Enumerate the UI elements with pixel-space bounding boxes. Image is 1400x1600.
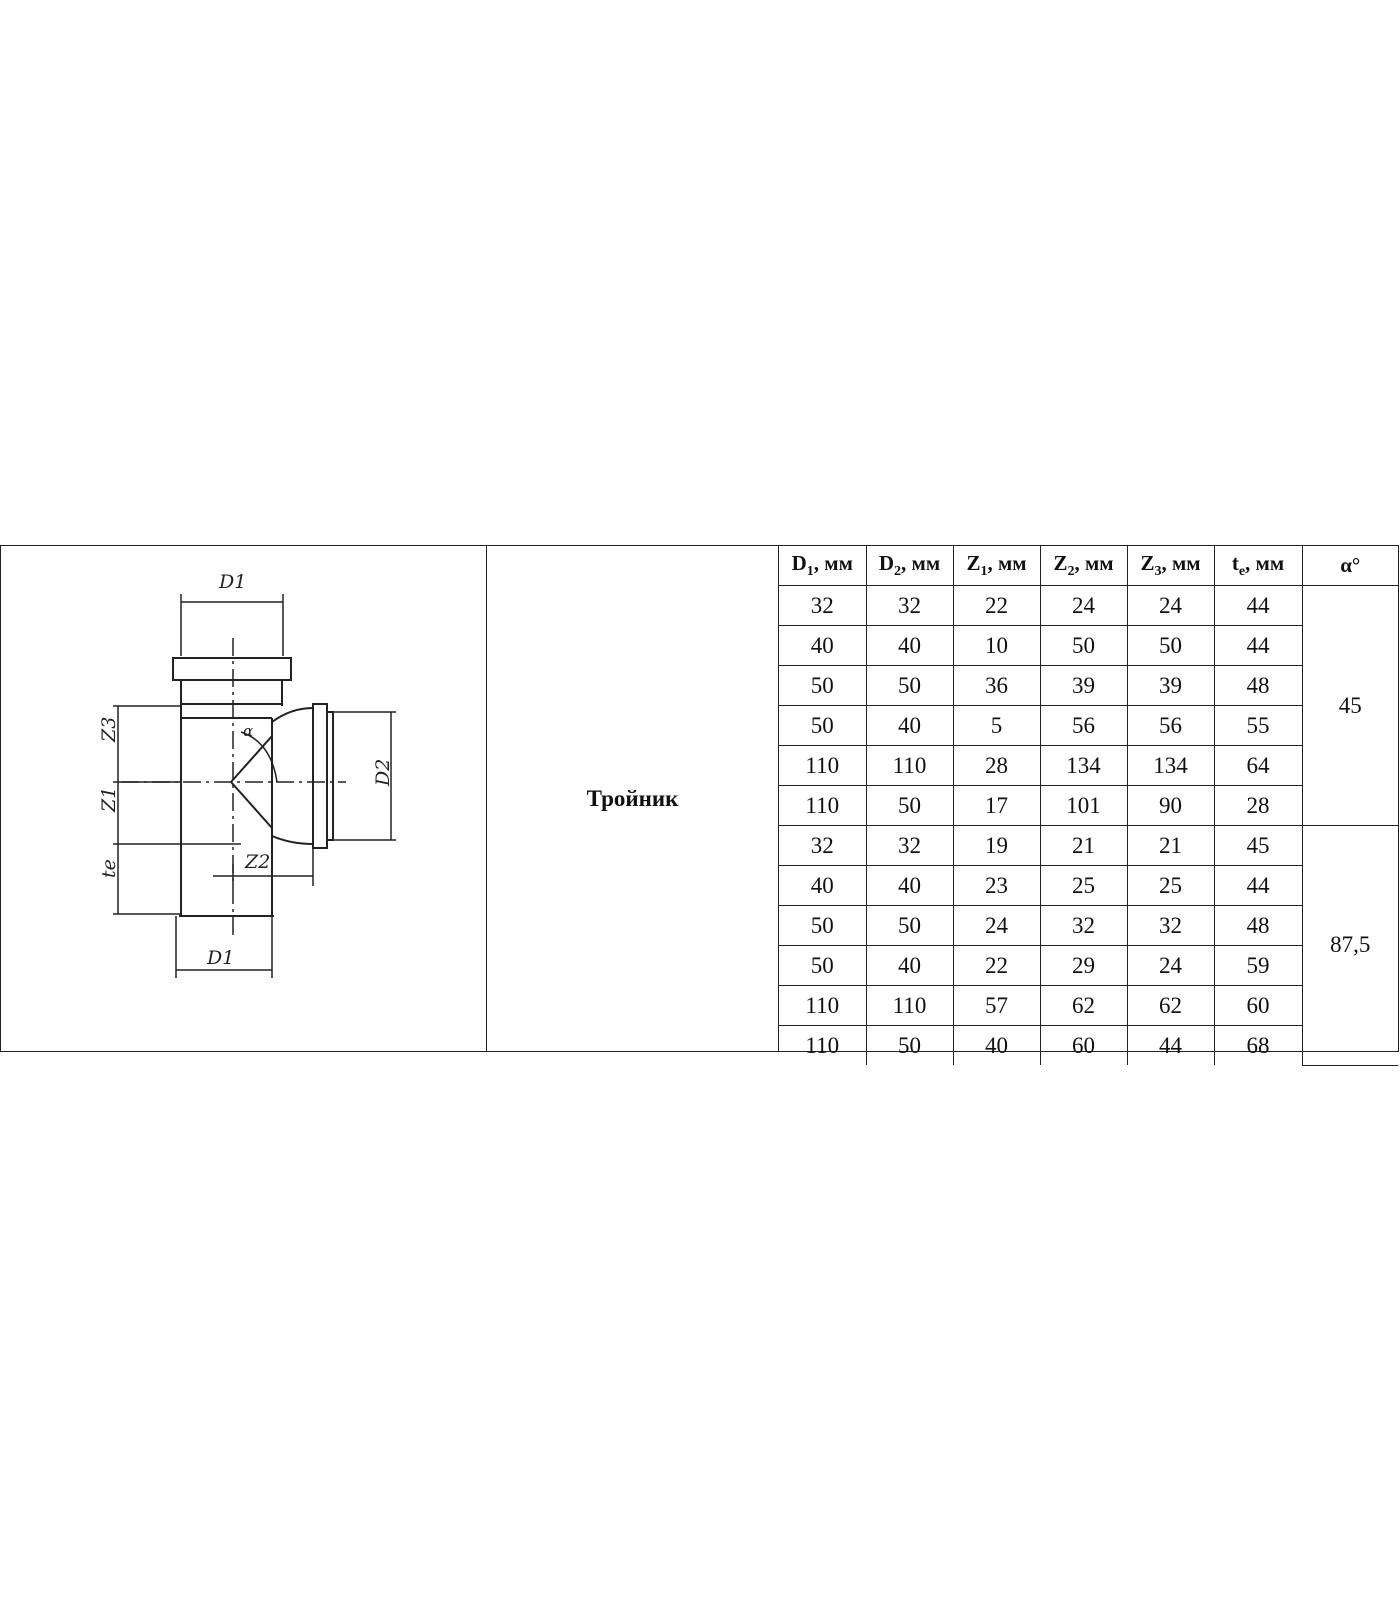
table-cell: 50 [866, 906, 953, 946]
table-cell: 5 [953, 706, 1040, 746]
table-cell: 50 [779, 906, 866, 946]
table-cell: 110 [779, 1026, 866, 1066]
branch-socket-lip [327, 712, 333, 840]
tee-technical-drawing [1, 546, 487, 1051]
table-cell: 50 [779, 666, 866, 706]
table-cell: 24 [1127, 586, 1214, 626]
table-cell: 57 [953, 986, 1040, 1026]
table-cell: 39 [1040, 666, 1127, 706]
table-cell: 56 [1040, 706, 1127, 746]
table-cell: 21 [1040, 826, 1127, 866]
column-header: $Z_3$, мм [1127, 546, 1214, 586]
table-cell: 32 [779, 586, 866, 626]
top-socket-ring [173, 658, 291, 680]
table-cell: 68 [1214, 1026, 1302, 1066]
table-cell: 59 [1214, 946, 1302, 986]
table-cell: 44 [1214, 626, 1302, 666]
table-cell: 17 [953, 786, 1040, 826]
column-header: $t_e$, мм [1214, 546, 1302, 586]
table-cell: 40 [779, 866, 866, 906]
tee-drawing-cell [1, 546, 487, 1051]
item-name-cell [487, 546, 779, 1051]
branch-body [272, 708, 313, 844]
table-cell: 62 [1040, 986, 1127, 1026]
column-header: $D_1$, мм [779, 546, 866, 586]
table-cell: 56 [1127, 706, 1214, 746]
table-cell: 25 [1040, 866, 1127, 906]
alpha-angle-cell: 87,5 [1302, 826, 1398, 1066]
table-cell: 50 [1040, 626, 1127, 666]
table-cell: 44 [1214, 866, 1302, 906]
table-cell: 110 [779, 786, 866, 826]
table-cell: 32 [779, 826, 866, 866]
dimensions-table [779, 546, 1398, 1066]
table-cell: 10 [953, 626, 1040, 666]
table-cell: 25 [1127, 866, 1214, 906]
table-cell: 40 [779, 626, 866, 666]
d1-bottom-label: D1 [207, 947, 235, 969]
table-cell: 22 [953, 946, 1040, 986]
column-header: $D_2$, мм [866, 546, 953, 586]
table-cell: 50 [866, 1026, 953, 1066]
table-cell: 62 [1127, 986, 1214, 1026]
z2-label: Z2 [245, 851, 271, 873]
table-cell: 48 [1214, 666, 1302, 706]
d1-top-label: D1 [219, 571, 247, 593]
table-cell: 28 [1214, 786, 1302, 826]
table-cell: 64 [1214, 746, 1302, 786]
alpha-label: α [243, 722, 254, 740]
table-cell: 22 [953, 586, 1040, 626]
table-header-row [779, 546, 1398, 586]
table-cell: 39 [1127, 666, 1214, 706]
table-cell: 50 [866, 786, 953, 826]
table-cell: 48 [1214, 906, 1302, 946]
column-header: $Z_1$, мм [953, 546, 1040, 586]
inner-cone-upper [231, 736, 272, 782]
table-cell: 50 [779, 706, 866, 746]
table-cell: 19 [953, 826, 1040, 866]
table-cell: 90 [1127, 786, 1214, 826]
table-row [779, 586, 1398, 626]
table-cell: 32 [866, 826, 953, 866]
te-label: te [98, 859, 120, 878]
table-cell: 32 [1040, 906, 1127, 946]
table-cell: 29 [1040, 946, 1127, 986]
table-cell: 50 [866, 666, 953, 706]
table-cell: 101 [1040, 786, 1127, 826]
table-cell: 24 [953, 906, 1040, 946]
table-cell: 32 [866, 586, 953, 626]
z1-label: Z1 [98, 786, 120, 812]
z3-label: Z3 [98, 716, 120, 742]
table-cell: 50 [1127, 626, 1214, 666]
item-name: Тройник [586, 785, 679, 811]
table-cell: 28 [953, 746, 1040, 786]
alpha-angle-cell: 45 [1302, 586, 1398, 826]
table-cell: 110 [779, 746, 866, 786]
d2-label: D2 [372, 758, 394, 786]
table-cell: 134 [1127, 746, 1214, 786]
table-cell: 110 [866, 746, 953, 786]
table-cell: 60 [1040, 1026, 1127, 1066]
table-cell: 21 [1127, 826, 1214, 866]
inner-cone-lower [231, 782, 272, 828]
table-cell: 40 [866, 946, 953, 986]
table-cell: 24 [1127, 946, 1214, 986]
table-cell: 40 [866, 866, 953, 906]
table-row [779, 826, 1398, 866]
table-cell: 44 [1127, 1026, 1214, 1066]
table-cell: 23 [953, 866, 1040, 906]
column-header: α° [1302, 546, 1398, 586]
table-cell: 55 [1214, 706, 1302, 746]
table-cell: 40 [953, 1026, 1040, 1066]
table-cell: 36 [953, 666, 1040, 706]
table-cell: 60 [1214, 986, 1302, 1026]
table-cell: 110 [866, 986, 953, 1026]
branch-socket-ring [313, 704, 327, 848]
table-cell: 40 [866, 706, 953, 746]
table-cell: 45 [1214, 826, 1302, 866]
spec-sheet [0, 545, 1399, 1058]
table-cell: 40 [866, 626, 953, 666]
table-cell: 32 [1127, 906, 1214, 946]
table-cell: 50 [779, 946, 866, 986]
table-cell: 24 [1040, 586, 1127, 626]
column-header: $Z_2$, мм [1040, 546, 1127, 586]
table-cell: 44 [1214, 586, 1302, 626]
table-cell: 110 [779, 986, 866, 1026]
table-cell: 134 [1040, 746, 1127, 786]
